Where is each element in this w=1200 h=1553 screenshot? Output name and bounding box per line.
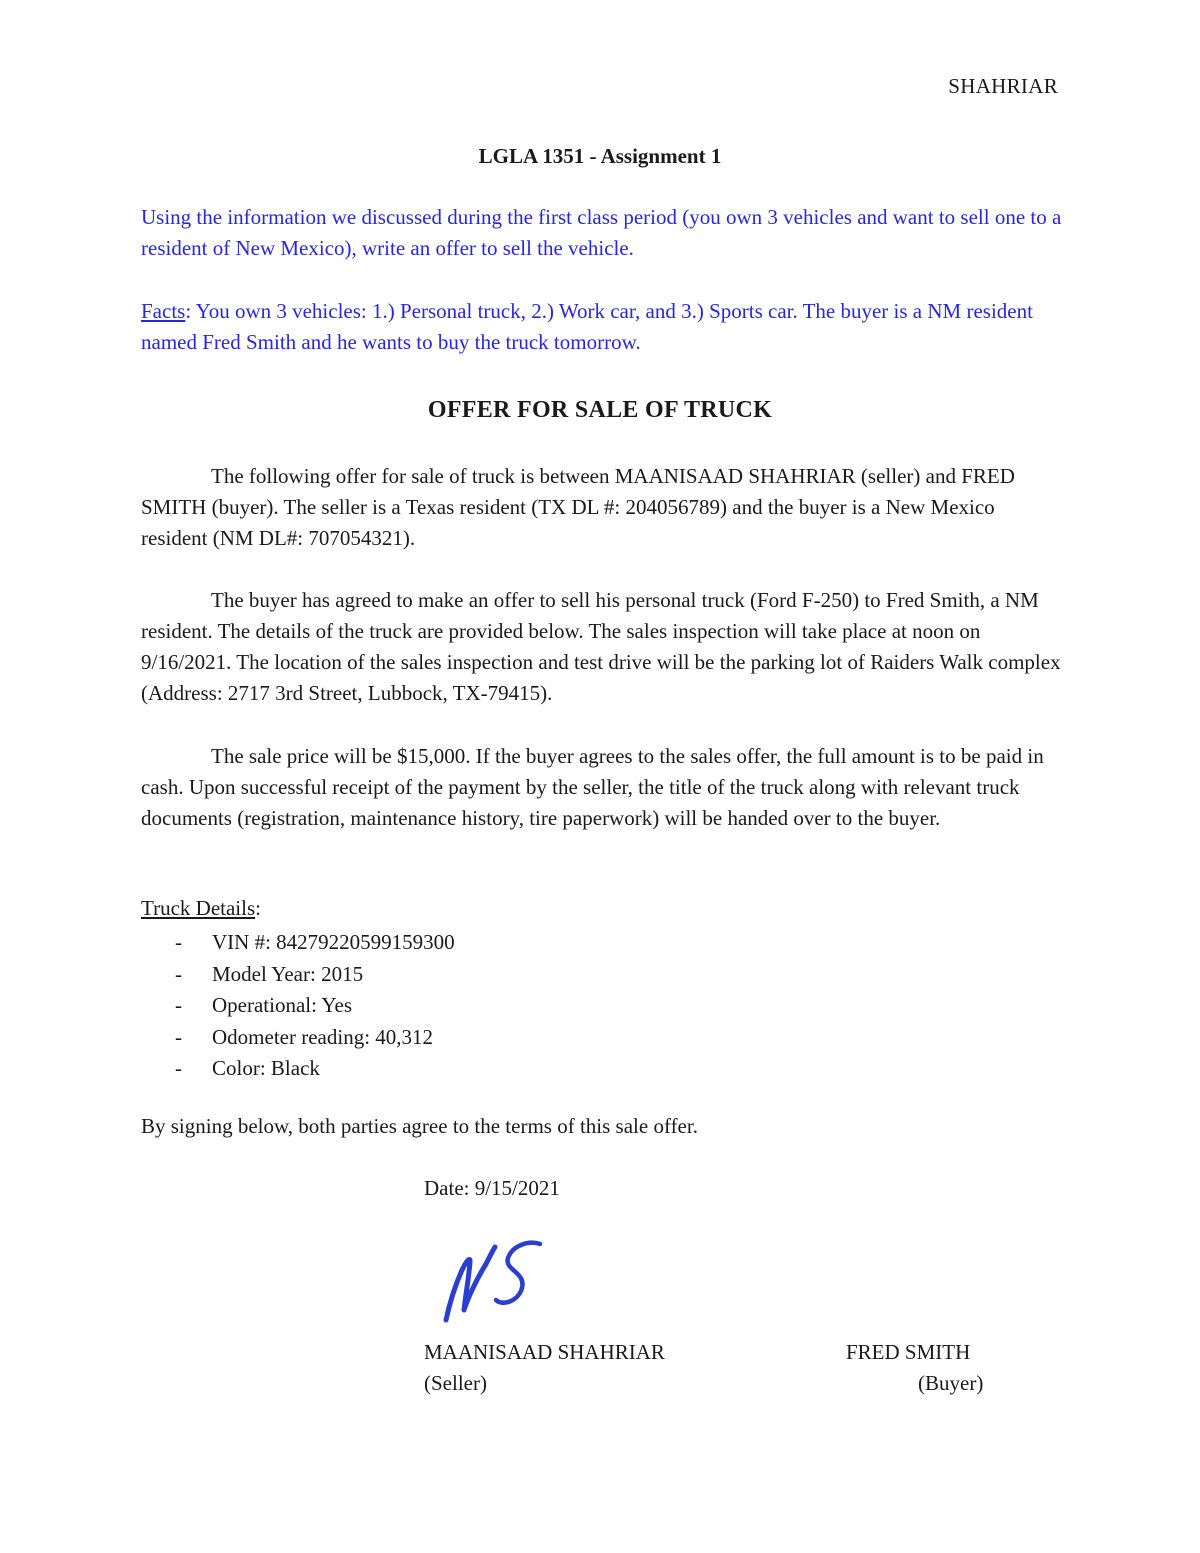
truck-details-heading bbox=[141, 896, 261, 921]
bullet-dash: - bbox=[175, 993, 182, 1017]
list-item bbox=[141, 959, 455, 991]
bullet-dash: - bbox=[175, 1024, 182, 1049]
offer-paragraph-inspection bbox=[141, 585, 1066, 709]
list-item-text: VIN #: 84279220599159300 bbox=[212, 930, 455, 954]
list-item bbox=[141, 1053, 455, 1085]
truck-details-heading-label: Truck Details bbox=[141, 896, 256, 920]
bullet-dash: - bbox=[175, 961, 182, 986]
list-item bbox=[141, 927, 455, 959]
list-item-text: Model Year: 2015 bbox=[212, 961, 364, 986]
assignment-prompt: Using the information we discussed during the first class period (you own 3 vehicles and want to sell one to a resident of New Mexico), write an offer to sell the vehicle. bbox=[141, 205, 1062, 260]
list-item-text: Operational: Yes bbox=[212, 993, 352, 1017]
assignment-facts bbox=[141, 296, 1071, 358]
running-header-name: SHAHRIAR bbox=[948, 74, 1058, 98]
bullet-dash: - bbox=[175, 930, 182, 954]
offer-paragraph-payment bbox=[141, 741, 1066, 834]
seller-signature-image bbox=[436, 1236, 546, 1326]
buyer-role: (Buyer) bbox=[918, 1371, 984, 1395]
paragraph-text: The following offer for sale of truck is between MAANISAAD SHAHRIAR (seller) and FRED SMITH (buyer). The seller is a Texas resident (TX DL #: 204056789) and the buyer is a New Mexico resident (NM DL#: 707054321). bbox=[141, 464, 1015, 550]
seller-name: MAANISAAD SHAHRIAR bbox=[424, 1340, 665, 1364]
signing-date: Date: 9/15/2021 bbox=[424, 1176, 560, 1200]
buyer-name: FRED SMITH bbox=[846, 1340, 971, 1364]
list-item bbox=[141, 990, 455, 1022]
facts-label: Facts bbox=[141, 299, 186, 323]
facts-text: : You own 3 vehicles: 1.) Personal truck, 2.) Work car, and 3.) Sports car. The buyer is a NM resident named Fred Smith and he wants to buy the truck tomorrow. bbox=[141, 299, 1033, 354]
list-item bbox=[141, 1022, 455, 1054]
bullet-dash: - bbox=[175, 1056, 182, 1080]
assignment-title: LGLA 1351 - Assignment 1 bbox=[478, 144, 722, 168]
paragraph-text: The buyer has agreed to make an offer to sell his personal truck (Ford F-250) to Fred Smith, a NM resident. The details of the truck are provided below. The sales inspection will take place at noon on 9/16/2021. The location of the sales inspection and test drive will be the parking lot of Raiders Walk complex (Address: 2717 3rd Street, Lubbock, TX-79415). bbox=[141, 588, 1061, 705]
offer-title: OFFER FOR SALE OF TRUCK bbox=[427, 397, 773, 423]
closing-statement: By signing below, both parties agree to the terms of this sale offer. bbox=[141, 1114, 698, 1138]
truck-details-heading-colon: : bbox=[255, 896, 261, 920]
list-item-text: Odometer reading: 40,312 bbox=[212, 1024, 434, 1049]
seller-role: (Seller) bbox=[424, 1371, 487, 1395]
offer-paragraph-parties bbox=[141, 461, 1066, 554]
paragraph-text: The sale price will be $15,000. If the buyer agrees to the sales offer, the full amount is to be paid in cash. Upon successful receipt of the payment by the seller, the title of the truck along with relevant truck documents (registration, maintenance history, tire paperwork) will be handed over to the buyer. bbox=[141, 744, 1044, 830]
list-item-text: Color: Black bbox=[212, 1056, 320, 1080]
truck-details-list bbox=[141, 927, 455, 1085]
